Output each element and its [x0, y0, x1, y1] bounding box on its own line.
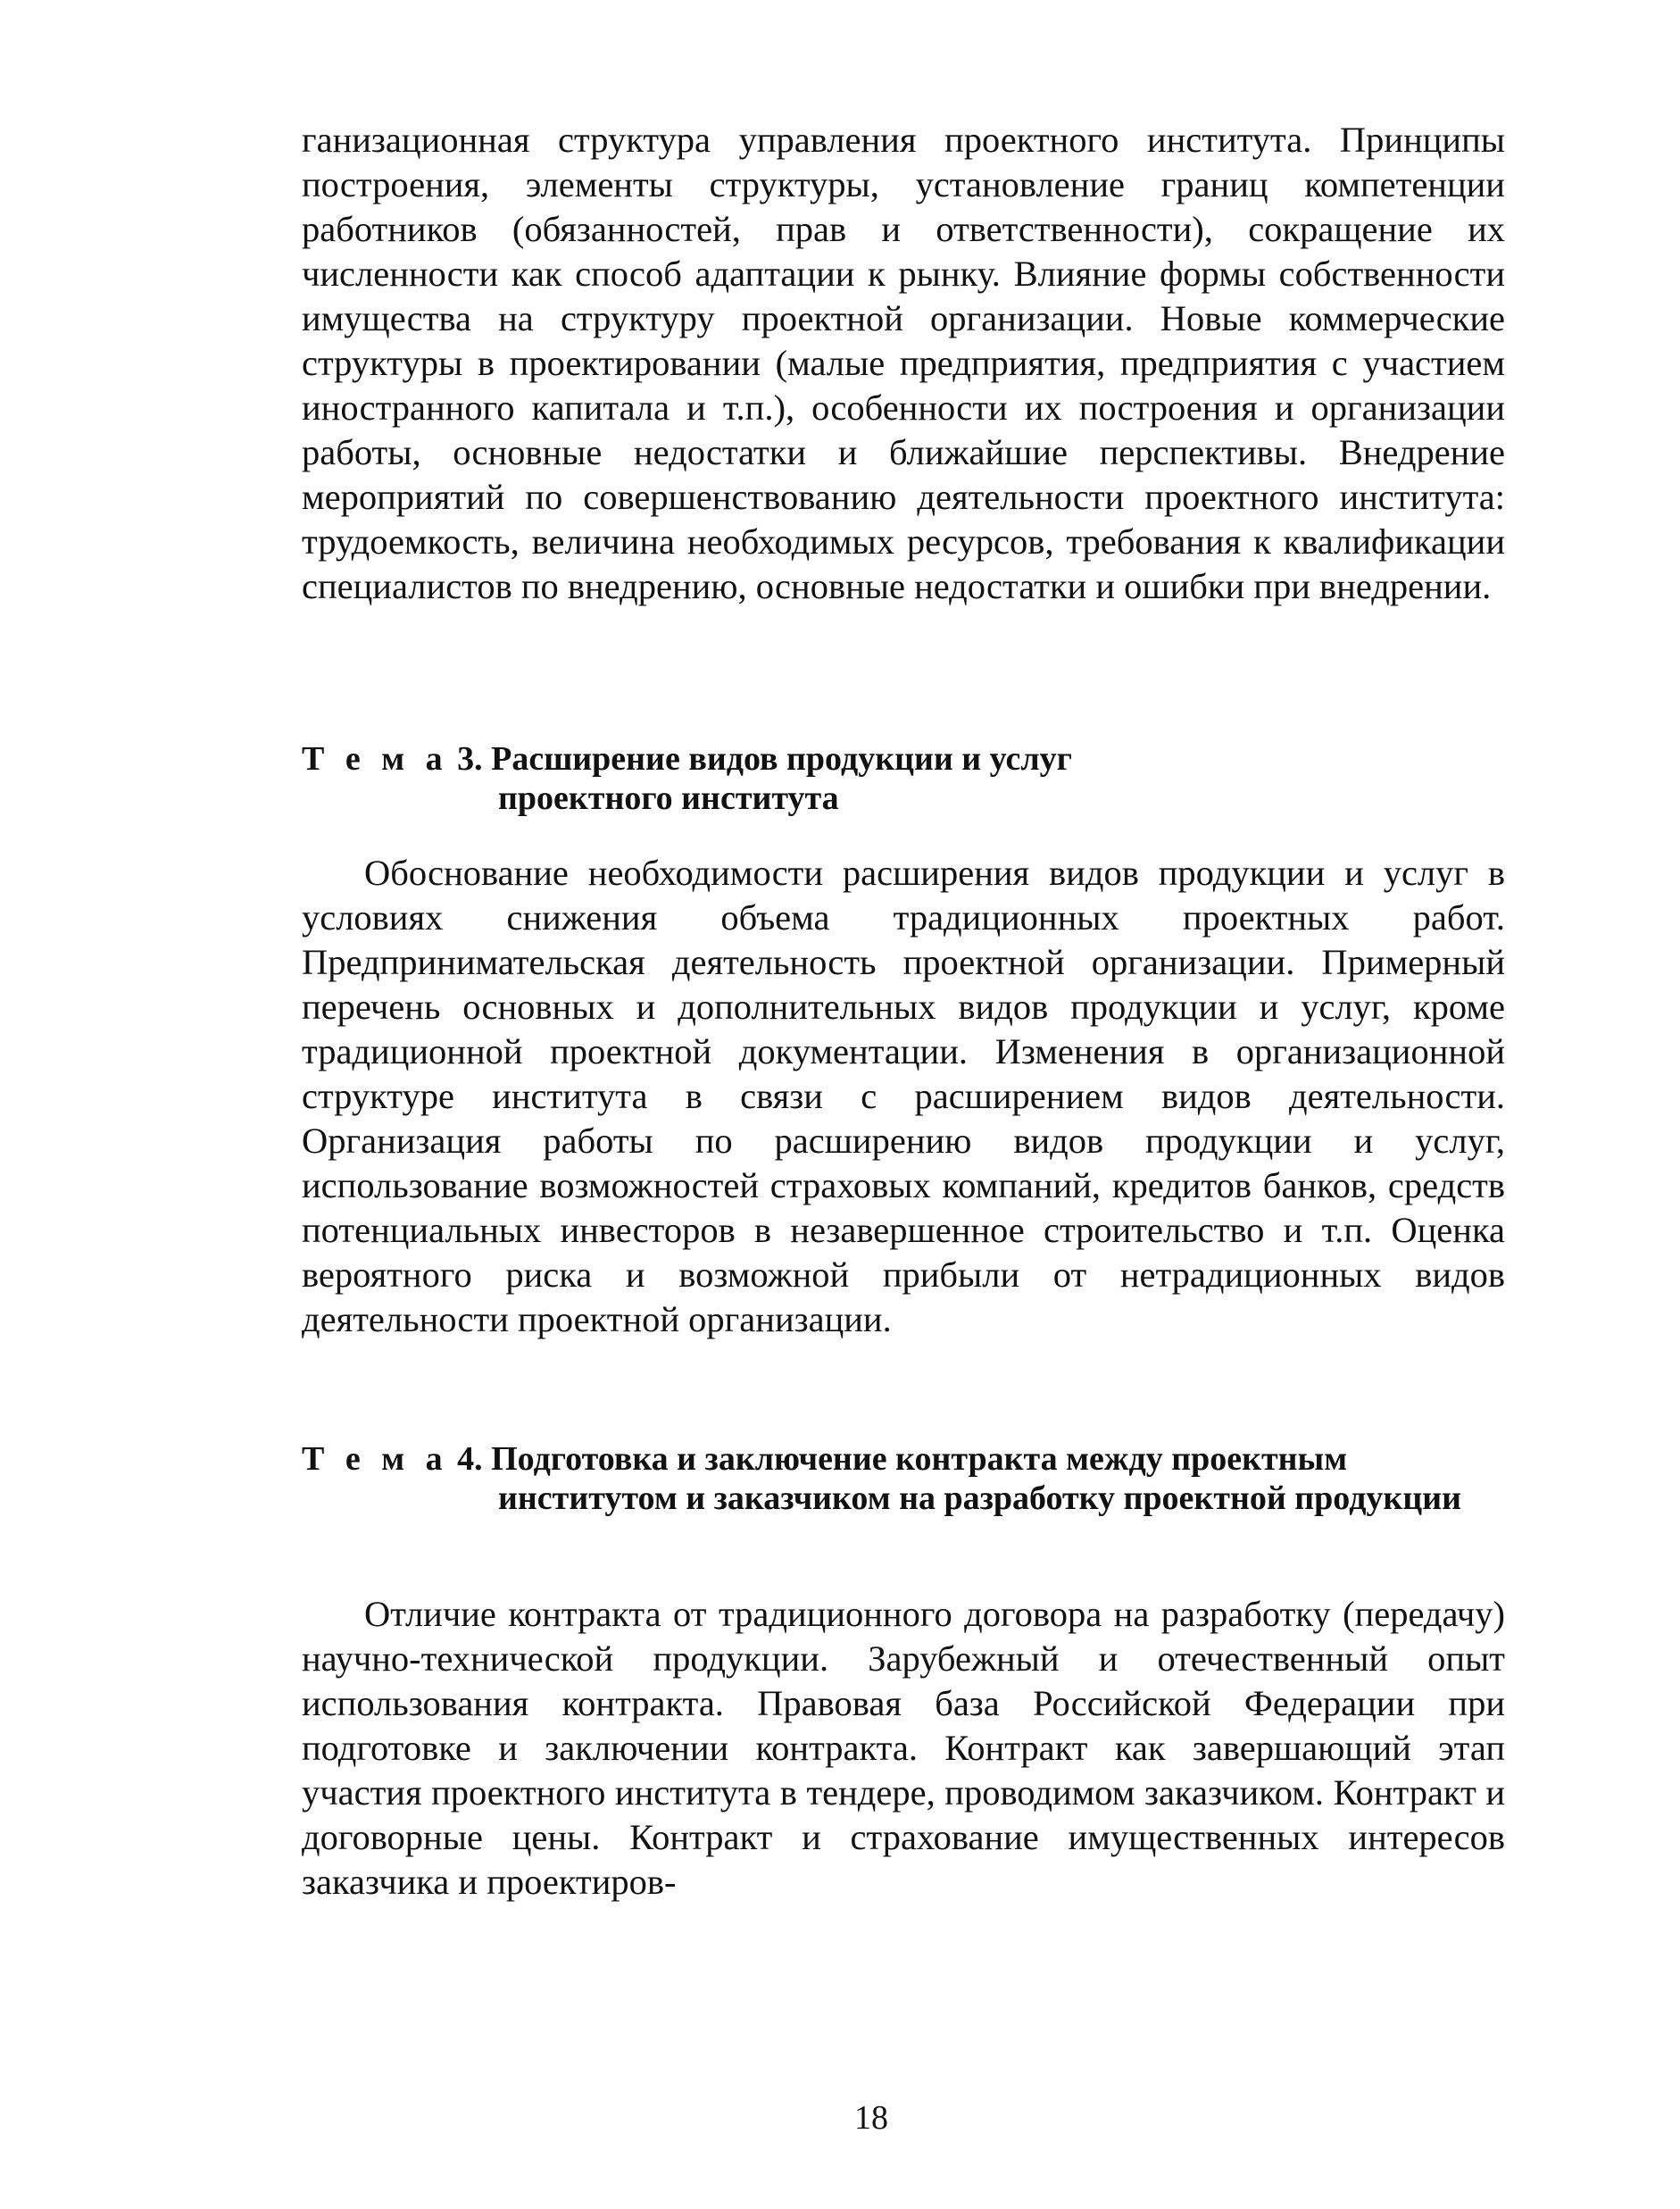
body-paragraph-2: Обоснование необходимости расширения видов продукции и услуг в условиях снижения объема традиционных проектных работ. Предпринимательская деятельность проектной организации. Примерный перечень основных и дополнительных видов продукции и услуг, кроме традиционной проектной документации. Изменения в организационной структуре института в связи с расширением видов деятельности. Организация работы по расширению видов продукции и услуг, использование возможностей страховых компаний, кредитов банков, средств потенциальных инвесторов в незавершенное строительство и т.п. Оценка вероятного риска и возможной прибыли от нетрадиционных видов деятельности проектной организации.	[302, 853, 1505, 1339]
body-paragraph-1: ганизационная структура управления проектного института. Принципы построения, элементы структуры, установление границ компетенции работников (обязанностей, прав и ответственности), сокращение их численности как способ адаптации к рынку. Влияние формы собственности имущества на структуру проектной организации. Новые коммерческие структуры в проектировании (малые предприятия, предприятия с участием иностранного капитала и т.п.), особенности их построения и организации работы, основные недостатки и ближайшие перспективы. Внедрение мероприятий по совершенствованию деятельности проектного института: трудоемкость, величина необходимых ресурсов, требования к квалификации специалистов по внедрению, основные недостатки и ошибки при внедрении.	[302, 120, 1505, 606]
heading-label: Т е м а	[302, 740, 449, 778]
heading-number: 4.	[457, 1440, 483, 1478]
heading-title-line-2: институтом и заказчиком на разработку проектной продукции	[498, 1480, 1462, 1517]
heading-title-line-2: проектного института	[498, 779, 839, 817]
section-heading-topic-4	[302, 1439, 1516, 1518]
heading-title-line-1: Расширение видов продукции и услуг	[491, 740, 1072, 778]
page-number: 18	[854, 2099, 888, 2137]
heading-number: 3.	[457, 740, 483, 778]
body-paragraph-3: Отличие контракта от традиционного договора на разработку (передачу) научно-технической продукции. Зарубежный и отечественный опыт использования контракта. Правовая база Российской Федерации при подготовке и заключении контракта. Контракт как завершающий этап участия проектного института в тендере, проводимом заказчиком. Контракт и договорные цены. Контракт и страхование имущественных интересов заказчика и проектиров-	[302, 1594, 1505, 1902]
heading-title-line-1: Подготовка и заключение контракта между проектным	[491, 1440, 1348, 1478]
heading-label: Т е м а	[302, 1440, 449, 1478]
heading-line-1	[302, 739, 1516, 779]
heading-line-1	[302, 1439, 1516, 1479]
section-heading-topic-3	[302, 739, 1516, 818]
